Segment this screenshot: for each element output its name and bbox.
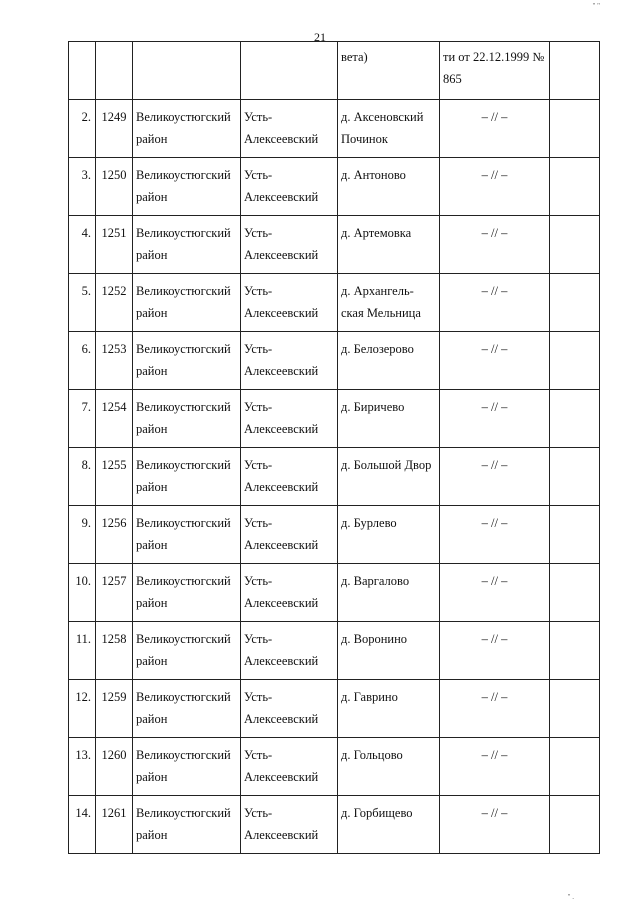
row-code: 1258 xyxy=(96,622,133,680)
row-number: 11. xyxy=(69,622,96,680)
district-cell: Великоустюгский район xyxy=(133,332,241,390)
table-row xyxy=(69,680,600,738)
locality-cell: д. Белозерово xyxy=(338,332,440,390)
district-cell: Великоустюгский район xyxy=(133,738,241,796)
notes-cell xyxy=(550,100,600,158)
row-code: 1252 xyxy=(96,274,133,332)
notes-cell xyxy=(550,274,600,332)
table-cell xyxy=(96,42,133,100)
table-row xyxy=(69,448,600,506)
row-number: 3. xyxy=(69,158,96,216)
reference-cell: – // – xyxy=(440,390,550,448)
table-row xyxy=(69,158,600,216)
reference-cell: – // – xyxy=(440,564,550,622)
district-cell: Великоустюгский район xyxy=(133,680,241,738)
settlement-cell: Усть-Алексеевский xyxy=(241,796,338,854)
row-code: 1249 xyxy=(96,100,133,158)
locality-cell: д. Бурлево xyxy=(338,506,440,564)
notes-cell xyxy=(550,158,600,216)
locality-cell: д. Большой Двор xyxy=(338,448,440,506)
district-cell: Великоустюгский район xyxy=(133,506,241,564)
table-cell xyxy=(133,42,241,100)
doc-tail-cell: ти от 22.12.1999 № 865 xyxy=(440,42,550,100)
reference-cell: – // – xyxy=(440,506,550,564)
corner-mark-bottom: " . xyxy=(567,893,574,901)
row-number: 4. xyxy=(69,216,96,274)
notes-cell xyxy=(550,448,600,506)
notes-cell xyxy=(550,216,600,274)
locality-cell: д. Варгалово xyxy=(338,564,440,622)
reference-cell: – // – xyxy=(440,796,550,854)
settlement-cell: Усть-Алексеевский xyxy=(241,332,338,390)
table-row xyxy=(69,332,600,390)
row-code: 1250 xyxy=(96,158,133,216)
row-code: 1255 xyxy=(96,448,133,506)
district-cell: Великоустюгский район xyxy=(133,158,241,216)
district-cell: Великоустюгский район xyxy=(133,796,241,854)
reference-cell: – // – xyxy=(440,274,550,332)
settlement-cell: Усть-Алексеевский xyxy=(241,506,338,564)
page-number: 21 xyxy=(314,30,326,44)
name-tail-cell: вета) xyxy=(338,42,440,100)
table-row xyxy=(69,796,600,854)
locality-cell: д. Антоново xyxy=(338,158,440,216)
notes-cell xyxy=(550,796,600,854)
district-cell: Великоустюгский район xyxy=(133,100,241,158)
table-row xyxy=(69,564,600,622)
table-cell xyxy=(69,42,96,100)
table-row xyxy=(69,216,600,274)
table-row xyxy=(69,506,600,564)
reference-cell: – // – xyxy=(440,158,550,216)
locality-cell: д. Архангель-ская Мельница xyxy=(338,274,440,332)
notes-cell xyxy=(550,390,600,448)
row-code: 1260 xyxy=(96,738,133,796)
settlement-cell: Усть-Алексеевский xyxy=(241,216,338,274)
register-table xyxy=(68,41,600,854)
district-cell: Великоустюгский район xyxy=(133,622,241,680)
row-number: 8. xyxy=(69,448,96,506)
row-code: 1259 xyxy=(96,680,133,738)
row-number: 2. xyxy=(69,100,96,158)
table-row xyxy=(69,274,600,332)
row-number: 13. xyxy=(69,738,96,796)
settlement-cell: Усть-Алексеевский xyxy=(241,680,338,738)
table-row xyxy=(69,622,600,680)
notes-cell xyxy=(550,332,600,390)
row-code: 1257 xyxy=(96,564,133,622)
notes-cell xyxy=(550,680,600,738)
district-cell: Великоустюгский район xyxy=(133,390,241,448)
settlement-cell: Усть-Алексеевский xyxy=(241,622,338,680)
row-number: 14. xyxy=(69,796,96,854)
row-code: 1256 xyxy=(96,506,133,564)
settlement-cell: Усть-Алексеевский xyxy=(241,274,338,332)
reference-cell: – // – xyxy=(440,100,550,158)
table-row-continuation xyxy=(69,42,600,100)
reference-cell: – // – xyxy=(440,738,550,796)
district-cell: Великоустюгский район xyxy=(133,216,241,274)
settlement-cell: Усть-Алексеевский xyxy=(241,738,338,796)
reference-cell: – // – xyxy=(440,216,550,274)
locality-cell: д. Горбищево xyxy=(338,796,440,854)
row-code: 1251 xyxy=(96,216,133,274)
settlement-cell: Усть-Алексеевский xyxy=(241,564,338,622)
row-code: 1254 xyxy=(96,390,133,448)
row-code: 1253 xyxy=(96,332,133,390)
district-cell: Великоустюгский район xyxy=(133,564,241,622)
row-number: 7. xyxy=(69,390,96,448)
locality-cell: д. Гаврино xyxy=(338,680,440,738)
settlement-cell: Усть-Алексеевский xyxy=(241,158,338,216)
district-cell: Великоустюгский район xyxy=(133,448,241,506)
row-number: 10. xyxy=(69,564,96,622)
corner-mark-top: " " xyxy=(592,2,600,10)
notes-cell xyxy=(550,622,600,680)
row-number: 9. xyxy=(69,506,96,564)
reference-cell: – // – xyxy=(440,448,550,506)
settlement-cell: Усть-Алексеевский xyxy=(241,448,338,506)
locality-cell: д. Воронино xyxy=(338,622,440,680)
notes-cell xyxy=(550,738,600,796)
table-cell xyxy=(550,42,600,100)
locality-cell: д. Артемовка xyxy=(338,216,440,274)
table-row xyxy=(69,738,600,796)
notes-cell xyxy=(550,506,600,564)
table-cell xyxy=(241,42,338,100)
reference-cell: – // – xyxy=(440,622,550,680)
notes-cell xyxy=(550,564,600,622)
reference-cell: – // – xyxy=(440,680,550,738)
row-number: 6. xyxy=(69,332,96,390)
locality-cell: д. Биричево xyxy=(338,390,440,448)
table-row xyxy=(69,100,600,158)
reference-cell: – // – xyxy=(440,332,550,390)
settlement-cell: Усть-Алексеевский xyxy=(241,100,338,158)
locality-cell: д. Гольцово xyxy=(338,738,440,796)
row-code: 1261 xyxy=(96,796,133,854)
district-cell: Великоустюгский район xyxy=(133,274,241,332)
locality-cell: д. Аксеновский Починок xyxy=(338,100,440,158)
row-number: 5. xyxy=(69,274,96,332)
table-row xyxy=(69,390,600,448)
row-number: 12. xyxy=(69,680,96,738)
settlement-cell: Усть-Алексеевский xyxy=(241,390,338,448)
